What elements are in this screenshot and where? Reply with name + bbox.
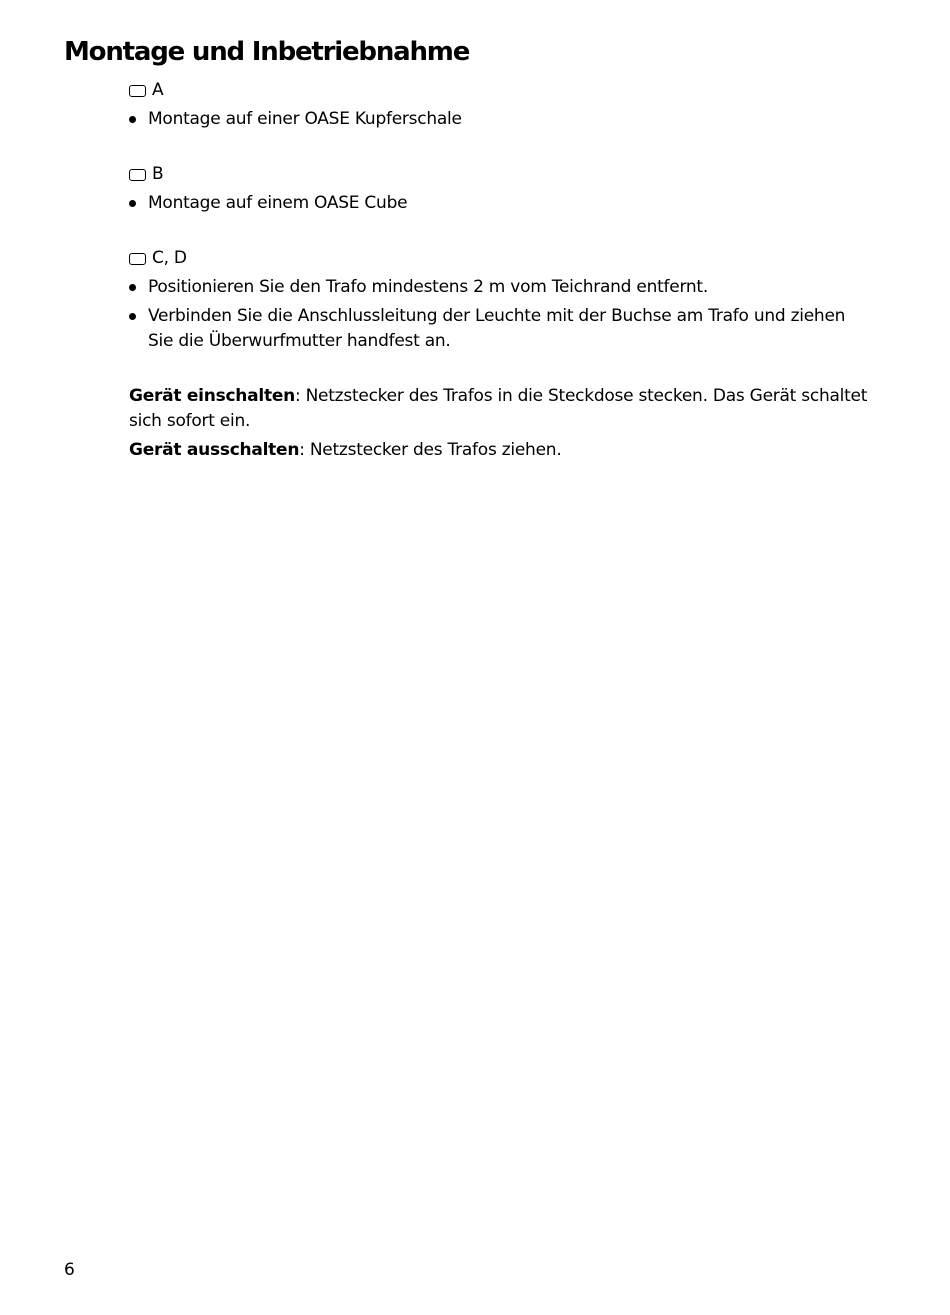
bullet-icon — [129, 284, 136, 291]
bullet-list — [129, 275, 869, 354]
list-item-text: Montage auf einer OASE Kupferschale — [148, 109, 462, 129]
figure-ref — [129, 162, 869, 187]
bullet-icon — [129, 116, 136, 123]
list-item — [129, 304, 869, 354]
bullet-list — [129, 191, 869, 216]
content — [129, 78, 869, 467]
list-item-text: Montage auf einem OASE Cube — [148, 193, 408, 213]
figure-icon — [129, 85, 146, 97]
figure-label: B — [152, 164, 164, 184]
figure-label: A — [152, 80, 164, 100]
list-item — [129, 275, 869, 300]
list-item-text: Positionieren Sie den Trafo mindestens 2 m vom Teichrand entfernt. — [148, 277, 708, 297]
switch-off-paragraph — [129, 438, 869, 463]
figure-ref — [129, 246, 869, 271]
bullet-icon — [129, 313, 136, 320]
list-item — [129, 191, 869, 216]
page-number: 6 — [64, 1260, 75, 1280]
section-cd — [129, 246, 869, 354]
section-b — [129, 162, 869, 216]
list-item-text: Verbinden Sie die Anschlussleitung der Leuchte mit der Buchse am Trafo und ziehen Sie die Überwurfmutter handfest an. — [148, 306, 846, 351]
section-a — [129, 78, 869, 132]
page-title: Montage und Inbetriebnahme — [64, 37, 470, 67]
figure-ref — [129, 78, 869, 103]
figure-label: C, D — [152, 248, 187, 268]
switch-off-text: : Netzstecker des Trafos ziehen. — [299, 440, 562, 460]
bullet-icon — [129, 200, 136, 207]
figure-icon — [129, 253, 146, 265]
list-item — [129, 107, 869, 132]
switch-on-label: Gerät einschalten — [129, 386, 295, 406]
switch-off-label: Gerät ausschalten — [129, 440, 300, 460]
switch-on-paragraph — [129, 384, 869, 434]
bullet-list — [129, 107, 869, 132]
switch-on-text: : Netzstecker des Trafos in die Steckdose stecken. Das Gerät schaltet sich sofort ein. — [129, 386, 868, 431]
figure-icon — [129, 169, 146, 181]
